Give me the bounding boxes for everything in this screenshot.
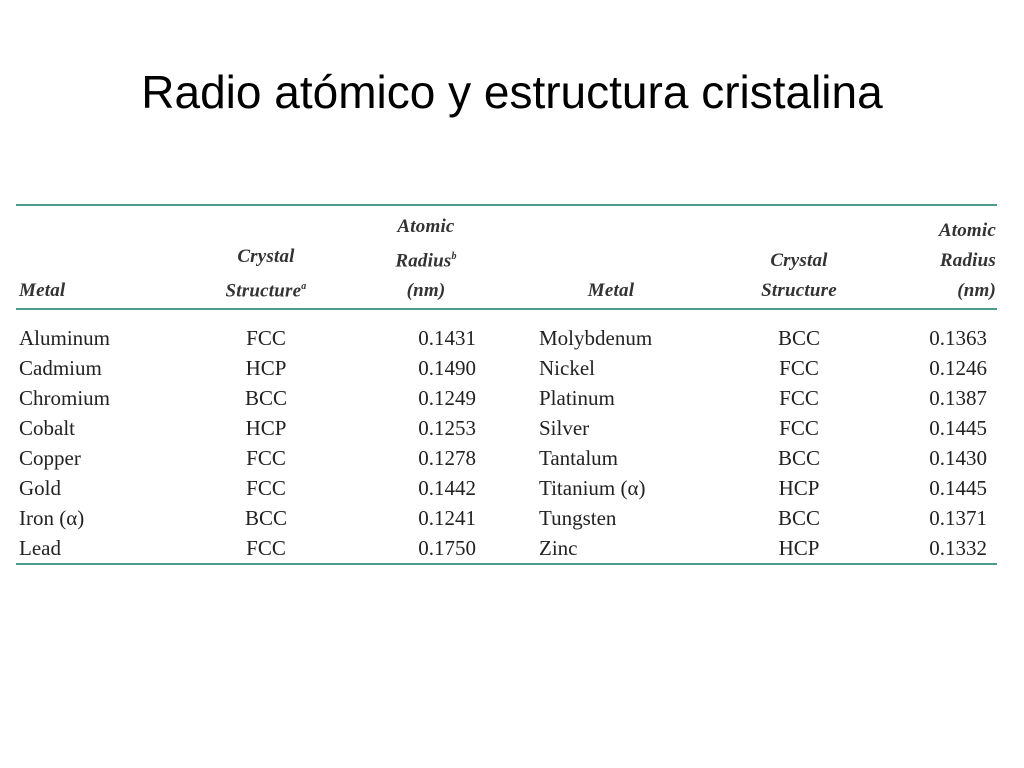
metal-cell: Nickel (539, 356, 595, 380)
metal-cell: Copper (19, 446, 81, 470)
metal-cell: Iron (α) (19, 506, 85, 530)
header-crystal-structure-left (201, 220, 331, 306)
table-row (16, 413, 997, 443)
header-metal-left-label: Metal (19, 280, 66, 301)
radius-cell: 0.1490 (418, 356, 476, 380)
radius-cell: 0.1750 (418, 536, 476, 560)
header-structure-left-wrap (201, 272, 331, 306)
radius-cell: 0.1445 (929, 416, 987, 440)
header-metal-left (19, 220, 139, 306)
crystal-structure-table (16, 204, 997, 565)
header-atomic-radius-left (371, 215, 481, 306)
header-radius-right-label: Radius (939, 250, 996, 271)
metal-cell: Platinum (539, 386, 615, 410)
header-radius-left-label: Radius (395, 250, 452, 271)
metal-cell: Chromium (19, 386, 111, 410)
footnote-mark-a: a (301, 280, 307, 292)
table-row (16, 353, 997, 383)
metal-cell: Gold (19, 476, 61, 500)
header-crystal-left-label: Crystal (237, 245, 295, 267)
slide-title: Radio atómico y estructura cristalina (141, 66, 883, 118)
radius-cell: 0.1246 (929, 356, 987, 380)
structure-cell: FCC (779, 416, 819, 440)
radius-cell: 0.1445 (929, 476, 987, 500)
radius-cell: 0.1371 (929, 506, 987, 530)
structure-cell: BCC (777, 446, 821, 470)
radius-cell: 0.1442 (418, 476, 476, 500)
structure-cell: FCC (246, 536, 286, 560)
structure-cell: HCP (778, 476, 820, 500)
metal-cell: Titanium (α) (539, 476, 646, 500)
header-structure-right-label: Structure (761, 280, 837, 301)
radius-cell: 0.1387 (929, 386, 987, 410)
table-row (16, 503, 997, 533)
table-body (16, 323, 997, 563)
footnote-mark-b: b (451, 250, 457, 262)
radius-cell: 0.1253 (418, 416, 476, 440)
structure-cell: FCC (246, 476, 286, 500)
structure-cell: BCC (244, 386, 288, 410)
header-radius-left-wrap (371, 242, 481, 276)
header-unit-left-label: (nm) (406, 280, 446, 301)
structure-cell: FCC (779, 356, 819, 380)
structure-cell: HCP (245, 356, 287, 380)
header-metal-right (556, 220, 666, 306)
table-row (16, 533, 997, 563)
header-atomic-left-label: Atomic (397, 215, 455, 237)
metal-cell: Cadmium (19, 356, 102, 380)
radius-cell: 0.1249 (418, 386, 476, 410)
table-row (16, 443, 997, 473)
radius-cell: 0.1278 (418, 446, 476, 470)
header-atomic-right-label: Atomic (938, 220, 996, 241)
radius-cell: 0.1332 (929, 536, 987, 560)
metal-cell: Tantalum (539, 446, 619, 470)
structure-cell: HCP (778, 536, 820, 560)
metal-cell: Lead (19, 536, 61, 560)
structure-cell: FCC (246, 326, 286, 350)
radius-cell: 0.1431 (418, 326, 476, 350)
structure-cell: FCC (779, 386, 819, 410)
radius-cell: 0.1241 (418, 506, 476, 530)
table-row (16, 323, 997, 353)
metal-cell: Aluminum (19, 326, 111, 350)
metal-cell: Silver (539, 416, 590, 440)
metal-cell: Zinc (539, 536, 578, 560)
metal-cell: Molybdenum (539, 326, 653, 350)
header-metal-right-label: Metal (587, 280, 635, 301)
structure-cell: BCC (777, 506, 821, 530)
radius-cell: 0.1430 (929, 446, 987, 470)
header-structure-left-label: Structure (225, 280, 302, 301)
structure-cell: BCC (777, 326, 821, 350)
table-row (16, 383, 997, 413)
header-crystal-right-label: Crystal (770, 250, 828, 271)
structure-cell: BCC (244, 506, 288, 530)
header-atomic-radius-right (896, 220, 996, 306)
structure-cell: FCC (246, 446, 286, 470)
header-crystal-structure-right (734, 220, 864, 306)
metal-cell: Cobalt (19, 416, 75, 440)
header-unit-right-label: (nm) (957, 280, 996, 301)
header-divider (16, 308, 997, 310)
structure-cell: HCP (245, 416, 287, 440)
metal-cell: Tungsten (539, 506, 617, 530)
radius-cell: 0.1363 (929, 326, 987, 350)
table-row (16, 473, 997, 503)
